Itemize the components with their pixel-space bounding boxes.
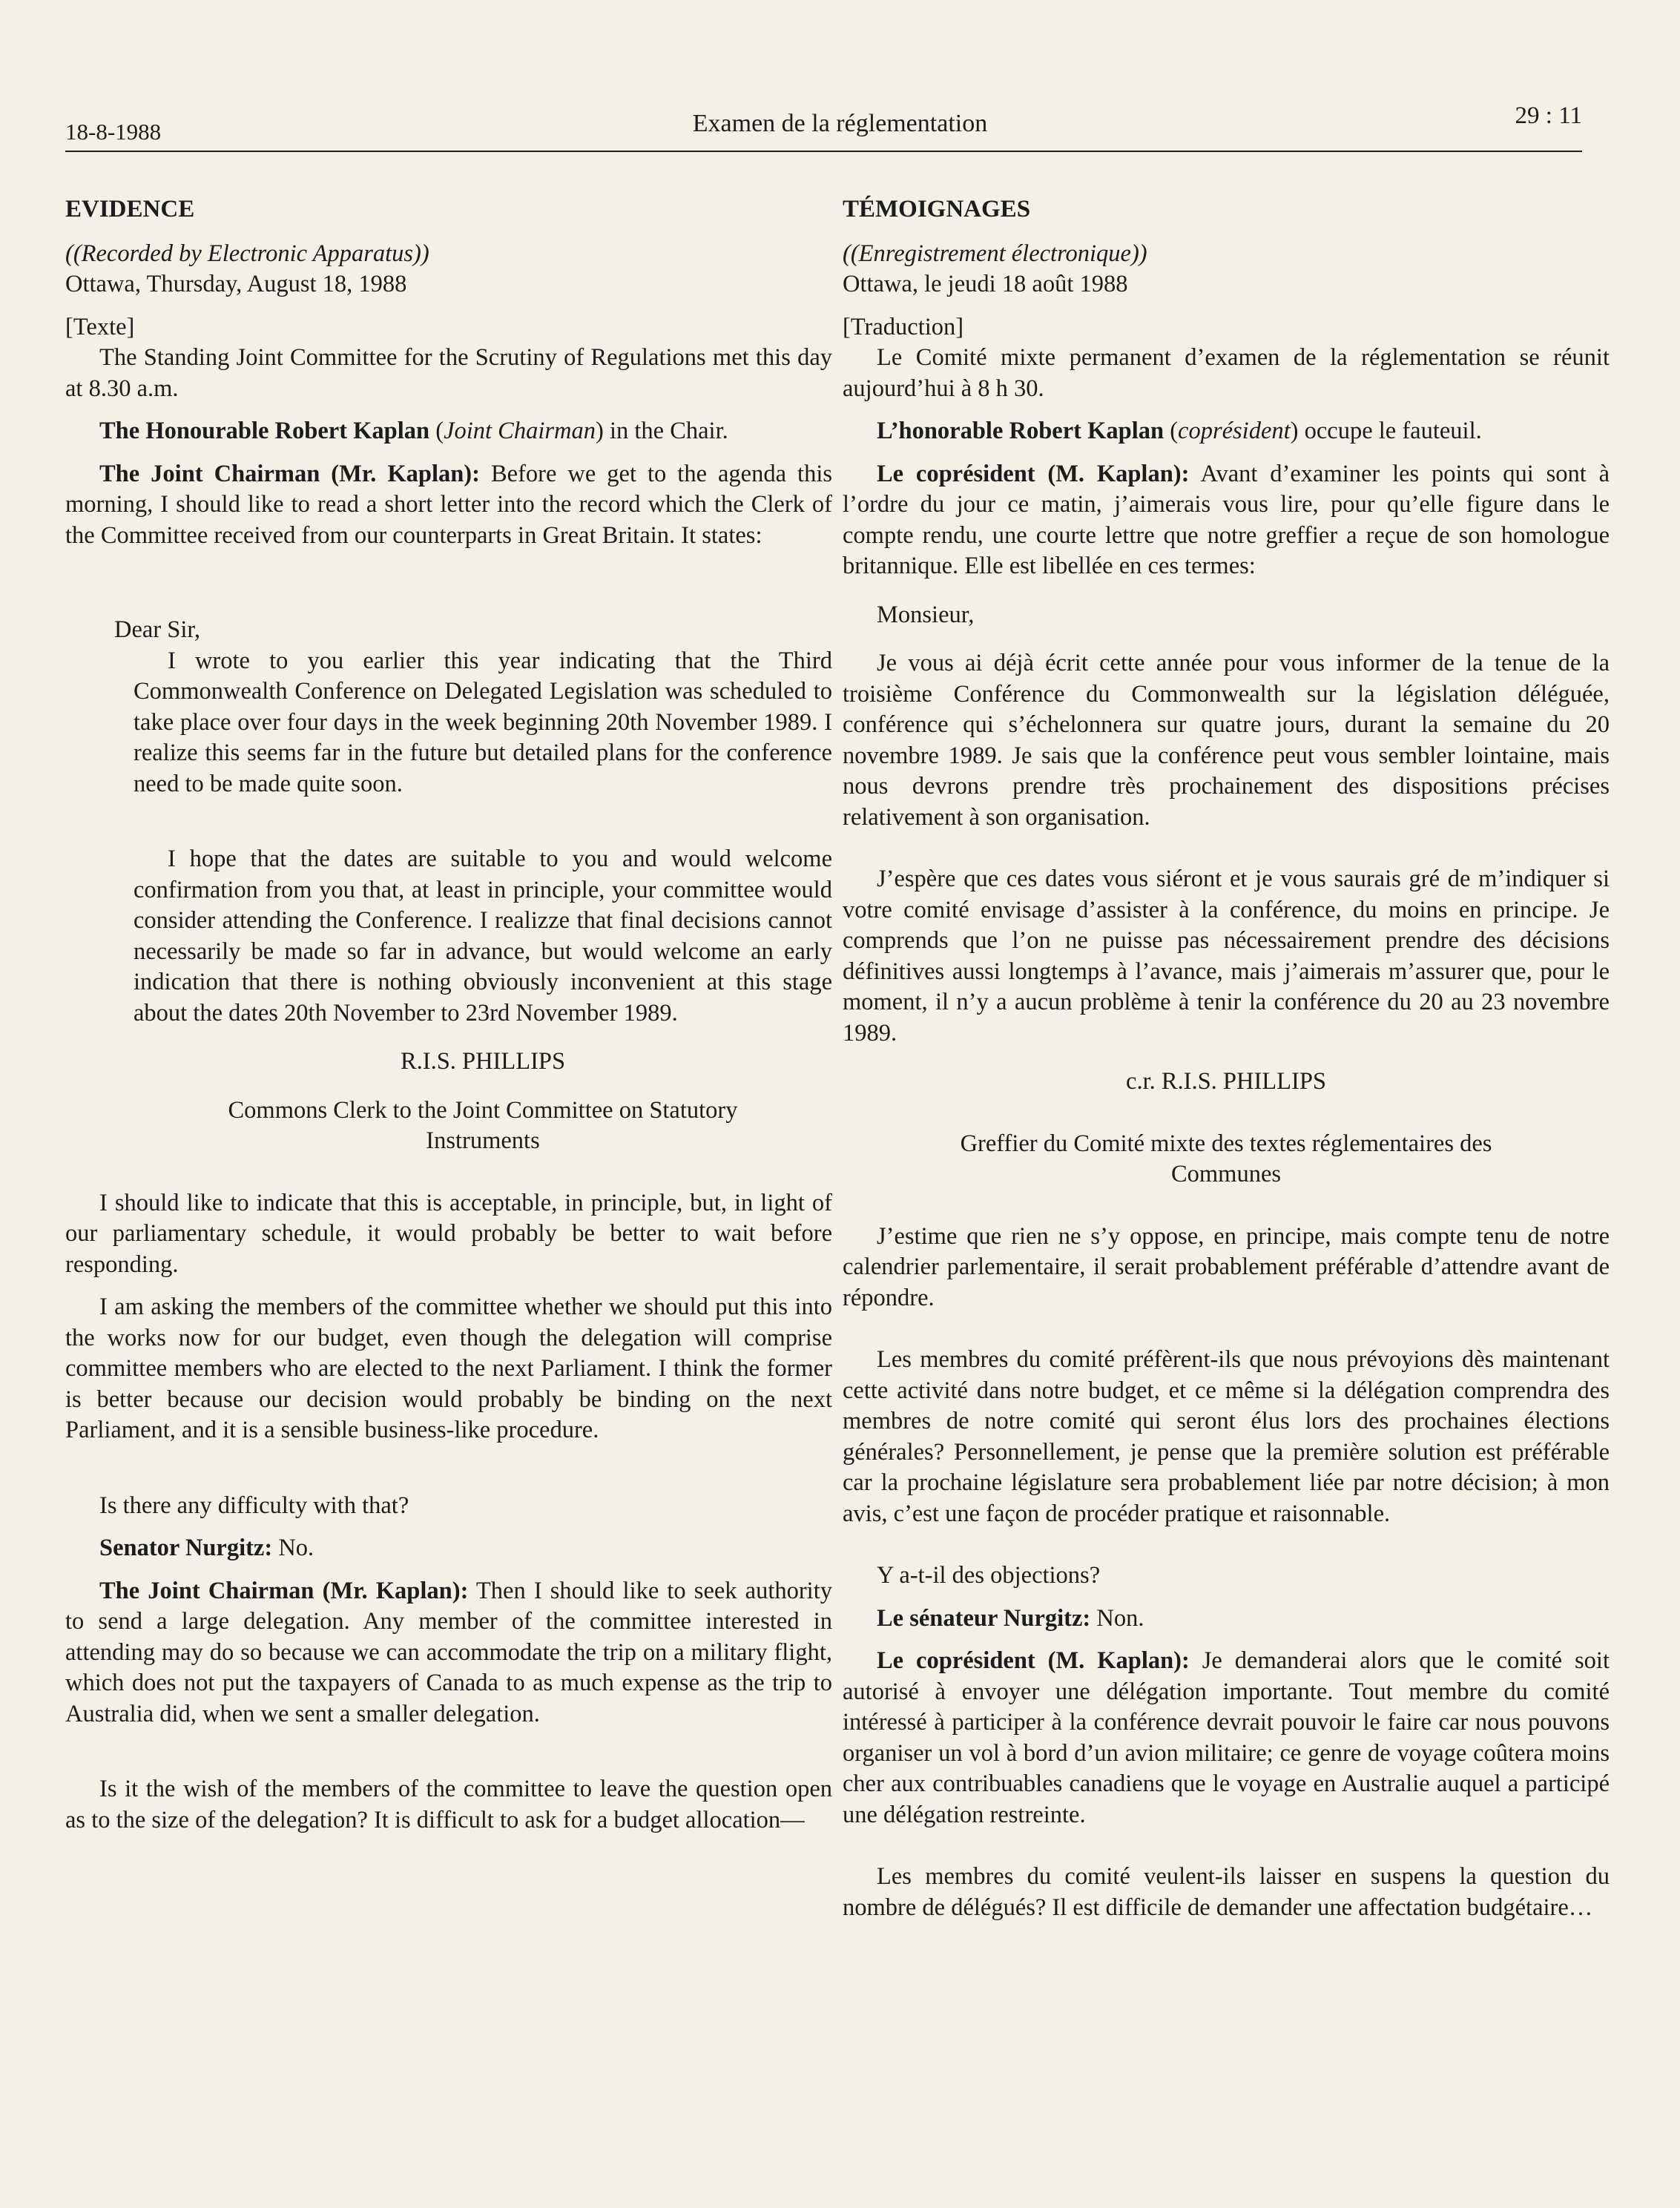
speaker-role: Joint Chairman — [444, 418, 596, 444]
letter-salutation: Dear Sir, — [114, 616, 201, 643]
header-page-number: 29 : 11 — [1515, 102, 1582, 129]
signature-name: c.r. R.I.S. PHILLIPS — [1126, 1068, 1326, 1095]
paragraph — [65, 1533, 832, 1564]
paragraph — [843, 1646, 1610, 1830]
speaker-name: Senator Nurgitz: — [99, 1535, 273, 1561]
header-rule — [65, 151, 1582, 152]
paragraph: Is there any difficulty with that? — [99, 1492, 409, 1519]
paragraph-text: Avant d’examiner les points qui sont à l’ordre du jour ce matin, j’aimerais vous lire, pour qu’elle figure dans le compte rendu, une courte lettre que notre greffier a reçue de son homologue britannique. Elle est libellée en ces termes: — [843, 460, 1610, 579]
paragraph: L’honorable Robert Kaplan (coprésident) occupe le fauteuil. — [877, 418, 1482, 444]
signature-name: R.I.S. PHILLIPS — [400, 1048, 566, 1075]
speaker-role: coprésident — [1178, 418, 1291, 444]
paragraph: The Honourable Robert Kaplan (Joint Chairman) in the Chair. — [99, 418, 728, 444]
paragraph: I am asking the members of the committee whether we should put this into the works now for our budget, even though the delegation will comprise committee members who are elected to the next Parliament. I think the former is better because our decision would probably be binding on the next Parliament, and it is a sensible business-like procedure. — [65, 1294, 832, 1443]
dateline: Ottawa, Thursday, August 18, 1988 — [65, 271, 407, 297]
french-column — [843, 194, 1610, 1923]
quoted-letter — [65, 615, 832, 1157]
header-date: 18-8-1988 — [65, 119, 162, 145]
paragraph — [65, 1576, 832, 1730]
paragraph: Les membres du comité préfèrent-ils que nous prévoyions dès maintenant cette activité dans notre budget, et ce même si la délégation comprendra des membres de notre comité qui seront élus lors des prochaines élections générales? Personnellement, je pense que la première solution est préférable car la prochaine législature sera probablement liée par notre décision; à mon avis, c’est une façon de procéder pratique et raisonnable. — [843, 1346, 1610, 1527]
paragraph — [65, 459, 832, 552]
quoted-letter — [843, 600, 1610, 1190]
section-heading: TÉMOIGNAGES — [843, 196, 1031, 223]
header-title: Examen de la réglementation — [692, 110, 988, 137]
paragraph-text: Before we get to the agenda this morning, I should like to read a short letter into the record which the Clerk of the Committee received from our counterparts in Great Britain. It states: — [65, 460, 832, 549]
paragraph: The Standing Joint Committee for the Scrutiny of Regulations met this day at 8.30 a.m. — [65, 344, 832, 402]
letter-paragraph: I wrote to you earlier this year indicating that the Third Commonwealth Conference on Delegated Legislation was scheduled to take place over four days in the week beginning 20th November 1989. I realize this seems far in the future but detailed plans for the conference need to be made quite soon. — [134, 647, 832, 797]
letter-salutation: Monsieur, — [877, 601, 975, 628]
letter-paragraph: J’espère que ces dates vous siéront et je vous saurais gré de m’indiquer si votre comité envisage d’assister à la conférence, du moins en principe. Je comprends que l’on ne puisse pas nécessairement prendre des décisions définitives aussi longtemps à l’avance, mais j’aimerais m’assurer que, pour le moment, il n’y a aucun problème à tenir la conférence du 20 au 23 novembre 1989. — [843, 866, 1610, 1047]
paragraph: I should like to indicate that this is acceptable, in principle, but, in light of our parliamentary schedule, it would probably be better to wait before responding. — [65, 1189, 832, 1278]
speaker-name: The Joint Chairman (Mr. Kaplan): — [99, 460, 480, 487]
speaker-name: Le coprésident (M. Kaplan): — [877, 1647, 1190, 1674]
dateline: Ottawa, le jeudi 18 août 1988 — [843, 271, 1128, 297]
english-column — [65, 194, 832, 1836]
speaker-name: The Honourable Robert Kaplan — [99, 418, 430, 444]
letter-paragraph: Je vous ai déjà écrit cette année pour vous informer de la tenue de la troisième Conférence du Commonwealth sur la législation déléguée, conférence qui s’échelonnera sur quatre jours, durant la semaine du 20 novembre 1989. Je sais que la conférence peut vous sembler lointaine, mais nous devrons prendre très prochainement des dispositions précises relativement à son organisation. — [843, 650, 1610, 831]
speaker-name: The Joint Chairman (Mr. Kaplan): — [99, 1577, 469, 1604]
signature-title: Commons Clerk to the Joint Committee on Statutory Instruments — [228, 1096, 738, 1154]
language-tag: [Traduction] — [843, 313, 964, 340]
paragraph — [843, 459, 1610, 582]
language-tag: [Texte] — [65, 313, 135, 340]
recorded-text: (Enregistrement électronique) — [850, 240, 1139, 267]
paragraph: Y a-t-il des objections? — [877, 1562, 1101, 1589]
paragraph: Le Comité mixte permanent d’examen de la réglementation se réunit aujourd’hui à 8 h 30. — [843, 344, 1610, 402]
speaker-name: Le sénateur Nurgitz: — [877, 1604, 1091, 1632]
paragraph-text: occupe le fauteuil. — [1298, 418, 1482, 444]
paragraph: J’estime que rien ne s’y oppose, en principe, mais compte tenu de notre calendrier parlementaire, il serait probablement préférable d’attendre avant de répondre. — [843, 1222, 1610, 1311]
paragraph-text: Non. — [1090, 1604, 1144, 1632]
paragraph-text: Je demanderai alors que le comité soit autorisé à envoyer une délégation importante. Tout membre du comité intéressé à participer à la conférence devrait pouvoir le faire car nous pouvons organiser un vol à bord d’un avion militaire; ce genre de voyage coûtera moins cher aux contribuables canadiens que le voyage en Australie auquel a participé une délégation restreinte. — [843, 1647, 1610, 1828]
paragraph-text: in the Chair. — [603, 418, 728, 444]
recorded-note: ((Recorded by Electronic Apparatus)) — [65, 240, 429, 267]
paragraph-text: Then I should like to seek authority to send a large delegation. Any member of the committee interested in attending may do so because we can accommodate the trip on a military flight, which does not put the taxpayers of Canada to as much expense as the trip to Australia did, when we sent a smaller delegation. — [65, 1577, 832, 1727]
speaker-name: Le coprésident (M. Kaplan): — [877, 460, 1190, 487]
recorded-note: ((Enregistrement électronique)) — [843, 240, 1147, 267]
paragraph: Is it the wish of the members of the committee to leave the question open as to the size of the delegation? It is difficult to ask for a budget allocation— — [65, 1776, 832, 1833]
paragraph — [843, 1604, 1610, 1635]
section-heading: EVIDENCE — [65, 196, 195, 223]
paragraph: Les membres du comité veulent-ils laisser en suspens la question du nombre de délégués? Il est difficile de demander une affectation budgétaire… — [843, 1863, 1610, 1921]
speaker-name: L’honorable Robert Kaplan — [877, 418, 1165, 444]
letter-paragraph: I hope that the dates are suitable to you and would welcome confirmation from you that, at least in principle, your committee would consider attending the Conference. I realizze that final decisions cannot necessarily be made so far in advance, but would welcome an early indication that there is nothing obviously inconvenient at this stage about the dates 20th November to 23rd November 1989. — [134, 846, 832, 1026]
recorded-text: (Recorded by Electronic Apparatus) — [73, 240, 421, 267]
paragraph-text: No. — [272, 1535, 314, 1561]
signature-title: Greffier du Comité mixte des textes réglementaires des Communes — [960, 1130, 1492, 1187]
